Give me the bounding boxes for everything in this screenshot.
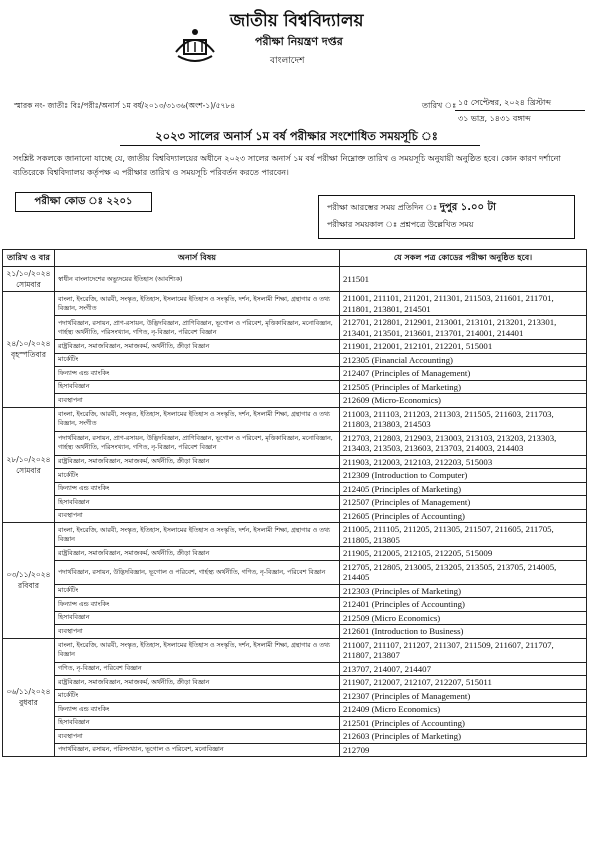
paper-codes-cell: 212303 (Principles of Marketing) (340, 584, 587, 598)
date-gregorian: ১৫ সেপ্টেম্বর, ২০২৪ খ্রিস্টাব্দ (458, 98, 551, 107)
paper-codes-cell: 211907, 212007, 212107, 212207, 515011 (340, 676, 587, 690)
exam-day: রবিবার (18, 581, 39, 591)
paper-codes-cell: 212703, 212803, 212903, 213003, 213103, 213203, 213303, 213403, 213503, 213603, 213703, 214003, 214403 (340, 431, 587, 455)
paper-codes-cell: 212307 (Principles of Management) (340, 689, 587, 703)
paper-codes-cell: 212709 (340, 743, 587, 757)
table-row (3, 523, 587, 547)
intro-paragraph: সংশ্লিষ্ট সকলকে জানানো যাচ্ছে যে, জাতীয় বিশ্ববিদ্যালয়ের অধীনে ২০২৩ সালের অনার্স ১ম বর্ষ পরীক্ষা নিম্নোক্ত তারিখ ও সময়সূচি অনুযায়ী অনুষ্ঠিত হবে। কোন কারণ দর্শানো ব্যতিরেকে বিশ্ববিদ্যালয় কর্তৃপক্ষ এ পরীক্ষার তারিখ ও সময়সূচি পরিবর্তন করতে পারবেন। (13, 154, 561, 177)
subject-cell: রাষ্ট্রবিজ্ঞান, সমাজবিজ্ঞান, সমাজকর্ম, অর্থনীতি, ক্রীড়া বিজ্ঞান (55, 340, 340, 354)
table-row (3, 703, 587, 717)
subject-cell: হিসাববিজ্ঞান (55, 380, 340, 394)
table-row (3, 469, 587, 483)
paper-codes-cell: 211901, 212001, 212101, 212201, 515001 (340, 340, 587, 354)
table-row (3, 496, 587, 510)
exam-day: সোমবার (16, 280, 41, 289)
exam-day: বুধবার (19, 698, 38, 708)
table-row (3, 367, 587, 381)
table-row (3, 380, 587, 394)
subject-cell: বাংলা, ইংরেজি, আরবী, সংস্কৃত, ইতিহাস, ইসলামের ইতিহাস ও সংস্কৃতি, দর্শন, ইসলামী শিক্ষা, গ্রন্থাগার ও তথ্য বিজ্ঞান, সংগীত (55, 292, 340, 316)
paper-codes-cell: 211005, 211105, 211205, 211305, 211507, 211605, 211705, 211805, 213805 (340, 523, 587, 547)
paper-codes-cell: 212701, 212801, 212901, 213001, 213101, 213201, 213301, 213401, 213501, 213601, 213701, 214001, 214401 (340, 316, 587, 340)
paper-codes-cell: 212409 (Micro Economics) (340, 703, 587, 717)
paper-codes-cell: 211905, 212005, 212105, 212205, 515009 (340, 547, 587, 561)
paper-codes-cell: 212609 (Micro-Economics) (340, 394, 587, 408)
table-row (3, 394, 587, 408)
subject-cell: ফিন্যান্স এন্ড ব্যাংকিং (55, 482, 340, 496)
start-time (327, 200, 496, 217)
subject-cell: বাংলা, ইংরেজি, আরবী, সংস্কৃত, ইতিহাস, ইসলামের ইতিহাস ও সংস্কৃতি, দর্শন, ইসলামী শিক্ষা, গ্রন্থাগার ও তথ্য বিজ্ঞান, সংগীত (55, 407, 340, 431)
header-codes: যে সকল পত্র কোডের পরীক্ষা অনুষ্ঠিত হবে। (340, 250, 587, 267)
header-date: তারিখ ও বার (3, 250, 55, 267)
table-header-row (3, 250, 587, 267)
paper-codes-cell: 212401 (Principles of Accounting) (340, 598, 587, 612)
exam-time-box (318, 195, 575, 239)
paper-codes-cell: 212705, 212805, 213005, 213205, 213505, 213705, 214005, 214405 (340, 560, 587, 584)
subject-cell: মার্কেটিং (55, 689, 340, 703)
table-row (3, 716, 587, 730)
date-cell (3, 407, 55, 523)
table-row (3, 509, 587, 523)
table-row (3, 638, 587, 662)
office-name: পরীক্ষা নিয়ন্ত্রণ দপ্তর (255, 35, 343, 48)
table-row (3, 407, 587, 431)
date-divider (455, 110, 585, 111)
university-seal-icon (170, 22, 220, 66)
table-row (3, 560, 587, 584)
table-row (3, 676, 587, 690)
subject-cell: স্বাধীন বাংলাদেশের অভ্যুদয়ের ইতিহাস (আবশ্যিক) (55, 267, 340, 292)
subject-cell: হিসাববিজ্ঞান (55, 611, 340, 625)
subject-cell: গণিত, নৃ-বিজ্ঞান, পরিবেশ বিজ্ঞান (55, 662, 340, 676)
paper-codes-cell: 212505 (Principles of Marketing) (340, 380, 587, 394)
paper-codes-cell: 213707, 214007, 214407 (340, 662, 587, 676)
paper-codes-cell: 211001, 211101, 211201, 211301, 211503, 211601, 211701, 211801, 213801, 214501 (340, 292, 587, 316)
subject-cell: পদার্থবিজ্ঞান, রসায়ন, উদ্ভিদবিজ্ঞান, ভূগোল ও পরিবেশ, গার্হস্থ্য অর্থনীতি, গণিত, নৃ-বিজ্ঞান, পরিবেশ বিজ্ঞান (55, 560, 340, 584)
subject-cell: ব্যবস্থাপনা (55, 394, 340, 408)
table-row (3, 316, 587, 340)
subject-cell: পদার্থবিজ্ঞান, রসায়ন, প্রাণ-রসায়ন, উদ্ভিদবিজ্ঞান, প্রাণিবিজ্ঞান, ভূগোল ও পরিবেশ, মৃত্তিকাবিজ্ঞান, মনোবিজ্ঞান, গার্হস্থ্য অর্থনীতি, পরিসংখ্যান, গণিত, নৃ-বিজ্ঞান, পরিবেশ বিজ্ঞান (55, 316, 340, 340)
subject-cell: মার্কেটিং (55, 584, 340, 598)
paper-codes-cell: 212309 (Introduction to Computer) (340, 469, 587, 483)
table-row (3, 267, 587, 292)
table-row (3, 482, 587, 496)
subject-cell: পদার্থবিজ্ঞান, রসায়ন, পরিসংখ্যান, ভূগোল ও পরিবেশ, মনোবিজ্ঞান (55, 743, 340, 757)
paper-codes-cell: 211007, 211107, 211207, 211307, 211509, 211607, 211707, 211807, 213807 (340, 638, 587, 662)
subject-cell: রাষ্ট্রবিজ্ঞান, সমাজবিজ্ঞান, সমাজকর্ম, অর্থনীতি, ক্রীড়া বিজ্ঞান (55, 547, 340, 561)
table-row (3, 598, 587, 612)
date-cell (3, 292, 55, 408)
subject-cell: হিসাববিজ্ঞান (55, 496, 340, 510)
table-body (3, 267, 587, 757)
date-cell (3, 523, 55, 639)
table-row (3, 353, 587, 367)
paper-codes-cell: 212405 (Principles of Marketing) (340, 482, 587, 496)
subject-cell: ফিন্যান্স এন্ড ব্যাংকিং (55, 598, 340, 612)
exam-day: বৃহস্পতিবার (11, 350, 46, 360)
table-row (3, 547, 587, 561)
table-row (3, 455, 587, 469)
university-name: জাতীয় বিশ্ববিদ্যালয় (230, 11, 364, 31)
paper-codes-cell: 211003, 211103, 211203, 211303, 211505, 211603, 211703, 211803, 213803, 214503 (340, 407, 587, 431)
subject-cell: রাষ্ট্রবিজ্ঞান, সমাজবিজ্ঞান, সমাজকর্ম, অর্থনীতি, ক্রীড়া বিজ্ঞান (55, 455, 340, 469)
subject-cell: মার্কেটিং (55, 469, 340, 483)
page-title: ২০২৩ সালের অনার্স ১ম বর্ষ পরীক্ষার সংশোধিত সময়সূচি ঃ (155, 129, 438, 143)
subject-cell: ফিন্যান্স এন্ড ব্যাংকিং (55, 367, 340, 381)
table-row (3, 611, 587, 625)
date-bangla: ৩১ ভাদ্র, ১৪৩১ বঙ্গাব্দ (458, 114, 531, 123)
paper-codes-cell: 211903, 212003, 212103, 212203, 515003 (340, 455, 587, 469)
exam-duration: পরীক্ষার সময়কাল ঃ প্রশ্নপত্রে উল্লেখিত সময় (327, 220, 474, 229)
subject-cell: বাংলা, ইংরেজি, আরবী, সংস্কৃত, ইতিহাস, ইসলামের ইতিহাস ও সংস্কৃতি, দর্শন, ইসলামী শিক্ষা, গ্রন্থাগার ও তথ্য বিজ্ঞান (55, 638, 340, 662)
country-name: বাংলাদেশ (270, 56, 305, 66)
table-row (3, 689, 587, 703)
subject-cell: বাংলা, ইংরেজি, আরবী, সংস্কৃত, ইতিহাস, ইসলামের ইতিহাস ও সংস্কৃতি, দর্শন, ইসলামী শিক্ষা, গ্রন্থাগার ও তথ্য বিজ্ঞান (55, 523, 340, 547)
subject-cell: রাষ্ট্রবিজ্ঞান, সমাজবিজ্ঞান, সমাজকর্ম, অর্থনীতি, ক্রীড়া বিজ্ঞান (55, 676, 340, 690)
exam-date: ২৮/১০/২০২৪ (6, 454, 51, 464)
table-row (3, 292, 587, 316)
title-underline (120, 145, 480, 146)
subject-cell: ফিন্যান্স এন্ড ব্যাংকিং (55, 703, 340, 717)
table-row (3, 625, 587, 639)
table-row (3, 340, 587, 354)
paper-codes-cell: 212507 (Principles of Management) (340, 496, 587, 510)
start-time-value: দুপুর ১.০০ টা (439, 202, 496, 213)
date-label: তারিখ ঃ (422, 101, 457, 110)
subject-cell: মার্কেটিং (55, 353, 340, 367)
exam-date: ০৬/১১/২০২৪ (6, 687, 51, 697)
paper-codes-cell: 212509 (Micro Economics) (340, 611, 587, 625)
paper-codes-cell: 212501 (Principles of Accounting) (340, 716, 587, 730)
subject-cell: ব্যবস্থাপনা (55, 509, 340, 523)
exam-schedule-table (2, 249, 587, 757)
start-time-label: পরীক্ষা আরম্ভের সময় প্রতিদিন ঃ (327, 203, 438, 212)
paper-codes-cell: 212305 (Financial Accounting) (340, 353, 587, 367)
table-row (3, 431, 587, 455)
date-cell (3, 638, 55, 757)
paper-codes-cell: 212603 (Principles of Marketing) (340, 730, 587, 744)
table-row (3, 743, 587, 757)
table-row (3, 584, 587, 598)
subject-cell: হিসাববিজ্ঞান (55, 716, 340, 730)
paper-codes-cell: 212407 (Principles of Management) (340, 367, 587, 381)
memo-reference: স্মারক নং- জাতীঃ বিঃ/পরীঃ/অনার্স ১ম বর্ষ/২০১৩/৩১৩৬(অংশ-১)/৫৭৮৪ (14, 101, 236, 110)
table-row (3, 730, 587, 744)
subject-cell: পদার্থবিজ্ঞান, রসায়ন, প্রাণ-রসায়ন, উদ্ভিদবিজ্ঞান, প্রাণিবিজ্ঞান, ভূগোল ও পরিবেশ, মৃত্তিকাবিজ্ঞান, মনোবিজ্ঞান, গার্হস্থ্য অর্থনীতি, পরিসংখ্যান, গণিত, নৃ-বিজ্ঞান, পরিবেশ বিজ্ঞান (55, 431, 340, 455)
exam-date: ২১/১০/২০২৪ (6, 269, 51, 278)
date-cell (3, 267, 55, 292)
exam-day: সোমবার (16, 465, 41, 475)
paper-codes-cell: 212601 (Introduction to Business) (340, 625, 587, 639)
exam-date: ২৪/১০/২০২৪ (6, 339, 51, 349)
exam-date: ০৩/১১/২০২৪ (6, 570, 51, 580)
exam-code-box: পরীক্ষা কোড ঃ ২২০১ (15, 192, 152, 212)
header-subject: অনার্স বিষয় (55, 250, 340, 267)
table-row (3, 662, 587, 676)
paper-codes-cell: 211501 (340, 267, 587, 292)
subject-cell: ব্যবস্থাপনা (55, 730, 340, 744)
subject-cell: ব্যবস্থাপনা (55, 625, 340, 639)
paper-codes-cell: 212605 (Principles of Accounting) (340, 509, 587, 523)
